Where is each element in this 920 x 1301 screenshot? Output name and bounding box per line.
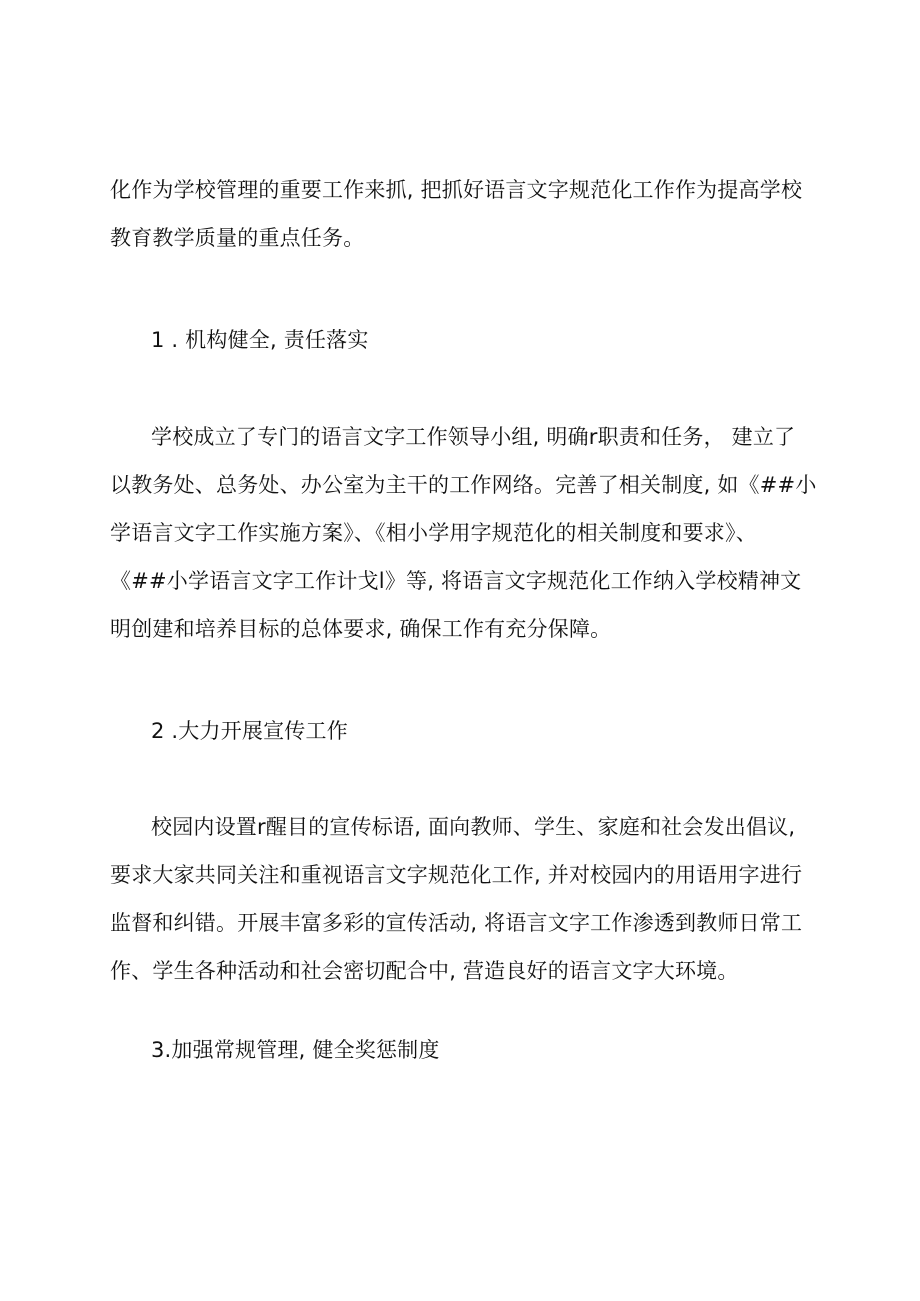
section1-line-4: 《##小学语言文字工作计戈l》等, 将语言文字规范化工作纳入学校精神文 bbox=[110, 569, 802, 593]
intro-line-2: 教育教学质量的重点任务。 bbox=[110, 226, 365, 250]
section1-line-1: 学校成立了专门的语言文字工作领导小组, 明确r职责和任务， 建立了 bbox=[151, 425, 796, 449]
section2-line-3: 监督和纠错。开展丰富多彩的宣传活动, 将语言文字工作渗透到教师日常工 bbox=[110, 911, 803, 935]
intro-line-1: 化作为学校管理的重要工作来抓, 把抓好语言文字规范化工作作为提高学校 bbox=[110, 178, 803, 202]
section2-line-2: 要求大家共同关注和重视语言文字规范化工作, 并对校园内的用语用字进行 bbox=[110, 863, 803, 887]
section1-line-3: 学语言文字工作实施方案》、《相小学用字规范化的相关制度和要求》、 bbox=[110, 521, 757, 545]
section1-line-2: 以教务处、总务处、办公室为主干的工作网络。完善了相关制度, 如《##小 bbox=[110, 473, 817, 497]
section1-heading: 1 . 机构健全, 责任落实 bbox=[151, 328, 369, 352]
section3-heading: 3.加强常规管理, 健全奖惩制度 bbox=[151, 1038, 440, 1062]
section2-line-1: 校园内设置r醒目的宣传标语, 面向教师、学生、家庭和社会发出倡议, bbox=[151, 815, 796, 839]
section1-line-5: 明创建和培养目标的总体要求, 确保工作有充分保障。 bbox=[110, 617, 612, 641]
section2-line-4: 作、学生各种活动和社会密切配合中, 营造良好的语言文字大环境。 bbox=[110, 959, 739, 983]
section2-heading: 2 .大力开展宣传工作 bbox=[151, 719, 348, 743]
